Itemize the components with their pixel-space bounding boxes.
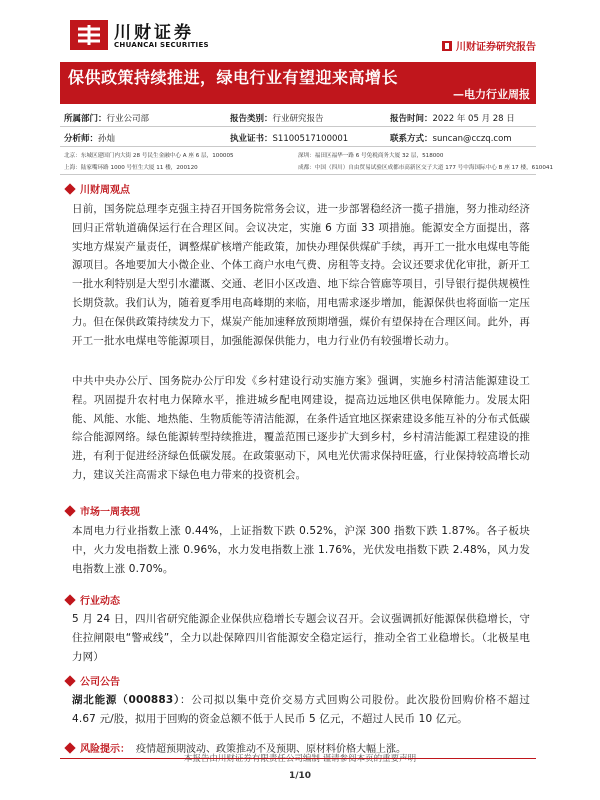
title-banner (60, 62, 536, 104)
footer-disclaimer: 本报告由川财证券有限责任公司编制 谨请参阅本页的重要声明 (183, 754, 417, 764)
page-header (0, 0, 600, 62)
report-subtitle: —电力行业周报 (453, 88, 530, 101)
paragraph-announcement (72, 691, 530, 729)
category-label: 报告类别：行业研究报告 (230, 114, 324, 124)
cert-number: 执业证书：S1100517100001 (230, 134, 349, 144)
section-heading-industry: 行业动态 (66, 592, 120, 607)
company-name-en: CHUANCAI SECURITIES (114, 41, 209, 49)
risk-text: 疫情超预期波动、政策推动不及预期、原材料价格大幅上涨。 (136, 744, 406, 755)
diamond-bullet-icon (64, 675, 75, 686)
risk-label: 风险提示： (80, 744, 130, 755)
info-row-2 (60, 127, 536, 147)
report-tag-icon (442, 41, 452, 51)
chengdu-address: 成都：中国（四川）自由贸易试验区成都市高新区交子大道 177 号中海国际中心 B 座 17 楼，610041 (298, 165, 554, 171)
beijing-address: 北京：东城区建国门内大街 28 号民生金融中心 A 座 6 层，100005 (64, 153, 234, 159)
report-type-text: 川财证券研究报告 (456, 42, 536, 53)
report-info-table (60, 107, 554, 175)
section-heading-announcement: 公司公告 (66, 673, 120, 688)
footer-divider (60, 758, 536, 759)
report-date: 报告时间：2022 年 05 月 28 日 (390, 114, 515, 124)
report-type-label (442, 38, 536, 53)
paragraph-viewpoint-1: 日前，国务院总理李克强主持召开国务院常务会议，进一步部署稳经济一揽子措施，努力推动经济回归正常轨道确保运行在合理区间。会议决定，实施 6 方面 33 项措施。能源安全方面提出，落实地方煤炭产量责任，调整煤矿核增产能政策，加快办理保供煤矿手续，再开工一批水电煤电等能源项目。各地要加大小微企业、个体工商户水电气费、房租等支持。会议还要求优化审批，新开工一批水利特别是大型引水灌溉、交通、老旧小区改造、地下综合管廊等项目，引导银行提供规模性长期贷款。我们认为，随着夏季用电高峰期的来临，用电需求逐步增加，能源保供也将面临一定压力。但在保供政策持续发力下，煤炭产能加速释放预期增强，煤价有望保持在合理区间。此外，再开工一批水电煤电等能源项目，加强能源保供能力，电力行业仍有较强增长动力。 (72, 203, 530, 347)
company-name: 川财证券 (114, 23, 194, 43)
shenzhen-address: 深圳：福田区福华一路 6 号免税商务大厦 32 层，518000 (298, 153, 444, 159)
diamond-bullet-icon (64, 183, 75, 194)
company-logo-icon (70, 20, 108, 50)
contact-email[interactable]: 联系方式：suncan@cczq.com (390, 134, 512, 144)
announcement-text: ：公司拟以集中竞价交易方式回购公司股份。此次股份回购价格不超过 4.67 元/股，拟用于回购的资金总额不低于人民币 5 亿元，不超过人民币 10 亿元。 (72, 694, 530, 725)
paragraph-market: 本周电力行业指数上涨 0.44%，上证指数下跌 0.52%，沪深 300 指数下跌 1.87%。各子板块中，火力发电指数上涨 0.96%，水力发电指数上涨 1.76%，光伏发电指数下跌 2.48%，风力发电指数上涨 0.70%。 (72, 525, 530, 575)
report-title: 保供政策持续推进，绿电行业有望迎来高增长 (68, 68, 399, 87)
page-number: 1/10 (288, 771, 312, 781)
diamond-bullet-icon (64, 505, 75, 516)
paragraph-viewpoint-2: 中共中央办公厅、国务院办公厅印发《乡村建设行动实施方案》强调，实施乡村清洁能源建设工程。巩固提升农村电力保障水平，推进城乡配电网建设，提高边远地区供电保障能力。发展太阳能、风能、水能、地热能、生物质能等清洁能源，在条件适宜地区探索建设多能互补的分布式低碳综合能源网络。绿色能源转型持续推进，覆盖范围已逐步扩大到乡村，乡村清洁能源工程建设的推进，有利于促进经济绿色低碳发展。在政策驱动下，风电光伏需求保持旺盛，行业保持较高增长动力，建议关注高需求下绿色电力带来的投资机会。 (72, 375, 530, 481)
paragraph-industry: 5 月 24 日，四川省研究能源企业保供应稳增长专题会议召开。会议强调抓好能源保供稳增长，守住拉闸限电“警戒线”，全力以赴保障四川省能源安全稳定运行，推动全省工业稳增长。（北极星电力网） (72, 613, 530, 663)
diamond-bullet-icon (64, 594, 75, 605)
section-heading-viewpoint: 川财周观点 (66, 181, 130, 196)
section-heading-market: 市场一周表现 (66, 503, 140, 518)
dept-label: 所属部门：行业公司部 (64, 114, 150, 124)
office-addresses (60, 147, 554, 175)
info-row-1 (60, 107, 536, 127)
shanghai-address: 上海：陆家嘴环路 1000 号恒生大厦 11 楼，200120 (64, 165, 198, 171)
analyst: 分析师：孙灿 (64, 134, 116, 144)
company-name-hubei: 湖北能源（000883） (72, 694, 181, 706)
